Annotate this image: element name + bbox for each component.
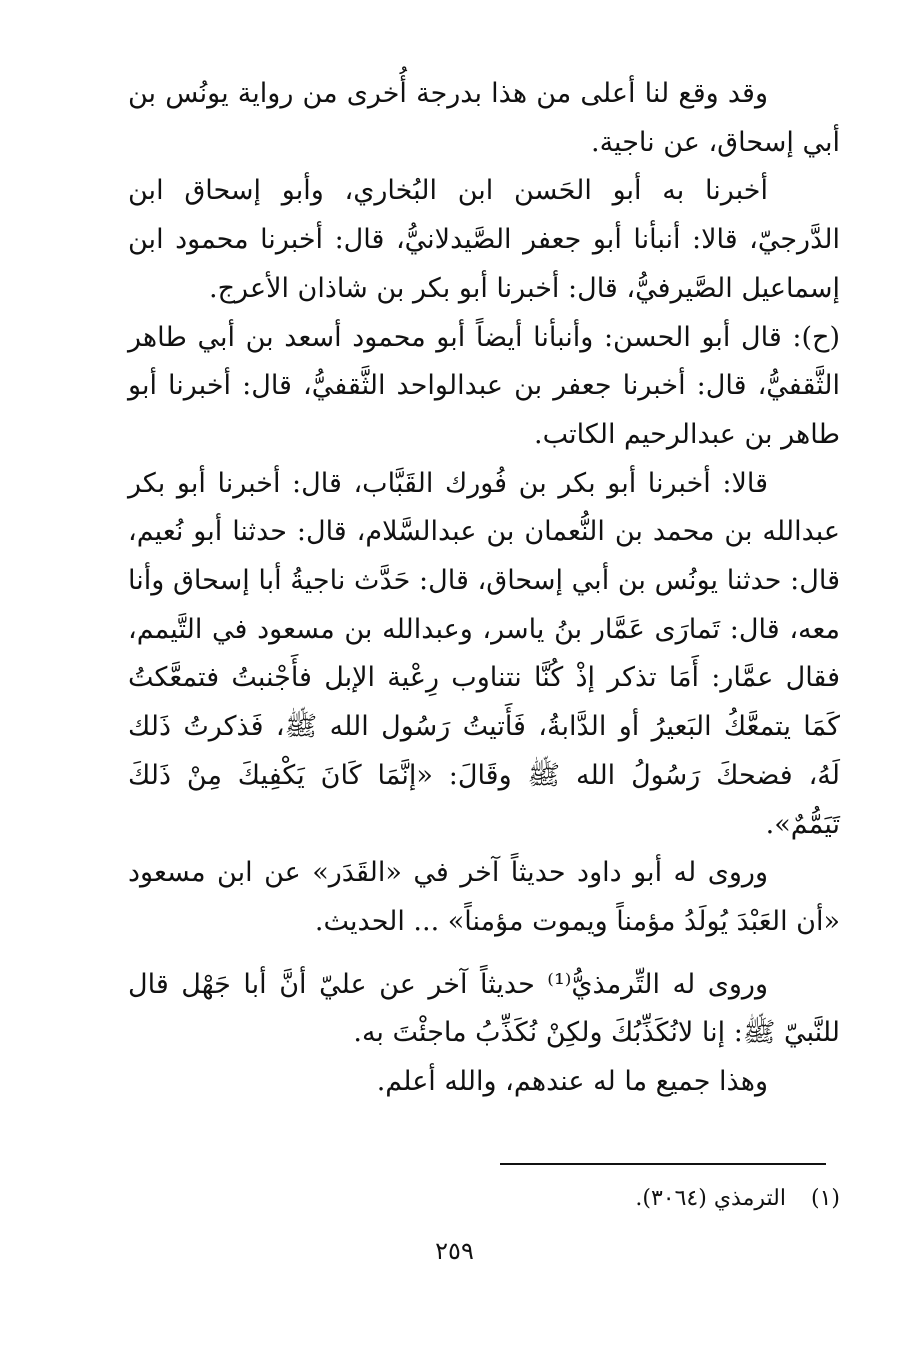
paragraph-4: قالا: أخبرنا أبو بكر بن فُورك القَبَّاب، قال: أخبرنا أبو بكر عبدالله بن محمد بن النُّعمان بن عبدالسَّلام، قال: حدثنا أبو نُعيم، قال: حدثنا يونُس بن أبي إسحاق، قال: حَدَّث ناجيةُ أبا إسحاق وأنا معه، قال: تَمارَى عَمَّار بنُ ياسر، وعبدالله بن مسعود في التَّيمم، فقال عمَّار: أَمَا تذكر إذْ كُنَّا نتناوب رِعْية الإبل فأَجْنبتُ فتمعَّكتُ كَمَا يتمعَّكُ البَعيرُ أو الدَّابةُ، فَأَتيتُ رَسُول الله ﷺ، فَذكرتُ ذَلك لَهُ، فضحكَ رَسُولُ الله ﷺ وقَالَ: «إنَّمَا كَانَ يَكْفِيكَ مِنْ ذَلكَ تَيَمُّمٌ».	[128, 467, 840, 840]
paragraph-2: أخبرنا به أبو الحَسن ابن البُخاري، وأبو إسحاق ابن الدَّرجيّ، قالا: أنبأنا أبو جعفر الصَّيدلانيُّ، قال: أخبرنا محمود ابن إسماعيل الصَّيرفيُّ، قال: أخبرنا أبو بكر بن شاذان الأعرج.	[128, 175, 840, 304]
main-text	[128, 70, 840, 1107]
paragraph-1: وقد وقع لنا أعلى من هذا بدرجة أُخرى من رواية يونُس بن أبي إسحاق، عن ناجية.	[128, 78, 840, 158]
paragraph-6: وروى له التِّرمذيُّ⁽¹⁾ حديثاً آخر عن عليّ أنَّ أبا جَهْل قال للنَّبيّ ﷺ: إنا لانُكَذِّبُكَ ولكِنْ نُكَذِّبُ ماجئْتَ به.	[128, 968, 840, 1049]
footnote-text: الترمذي (٣٠٦٤).	[635, 1186, 786, 1211]
paragraph-3: (ح): قال أبو الحسن: وأنبأنا أيضاً أبو محمود أسعد بن أبي طاهر الثَّقفيُّ، قال: أخبرنا جعفر بن عبدالواحد الثَّقفيُّ، قال: أخبرنا أبو طاهر بن عبدالرحيم الكاتب.	[128, 321, 840, 450]
footnote-number: (١)	[810, 1186, 840, 1211]
paragraph-5: وروى له أبو داود حديثاً آخر في «القَدَر» عن ابن مسعود «أن العَبْدَ يُولَدُ مؤمناً ويموت مؤمناً» ... الحديث.	[128, 857, 840, 937]
page-number: ٢٥٩	[435, 1237, 474, 1265]
footnote	[128, 1184, 840, 1214]
footnote-separator	[500, 1163, 826, 1165]
paragraph-7: وهذا جميع ما له عندهم، والله أعلم.	[376, 1066, 768, 1098]
